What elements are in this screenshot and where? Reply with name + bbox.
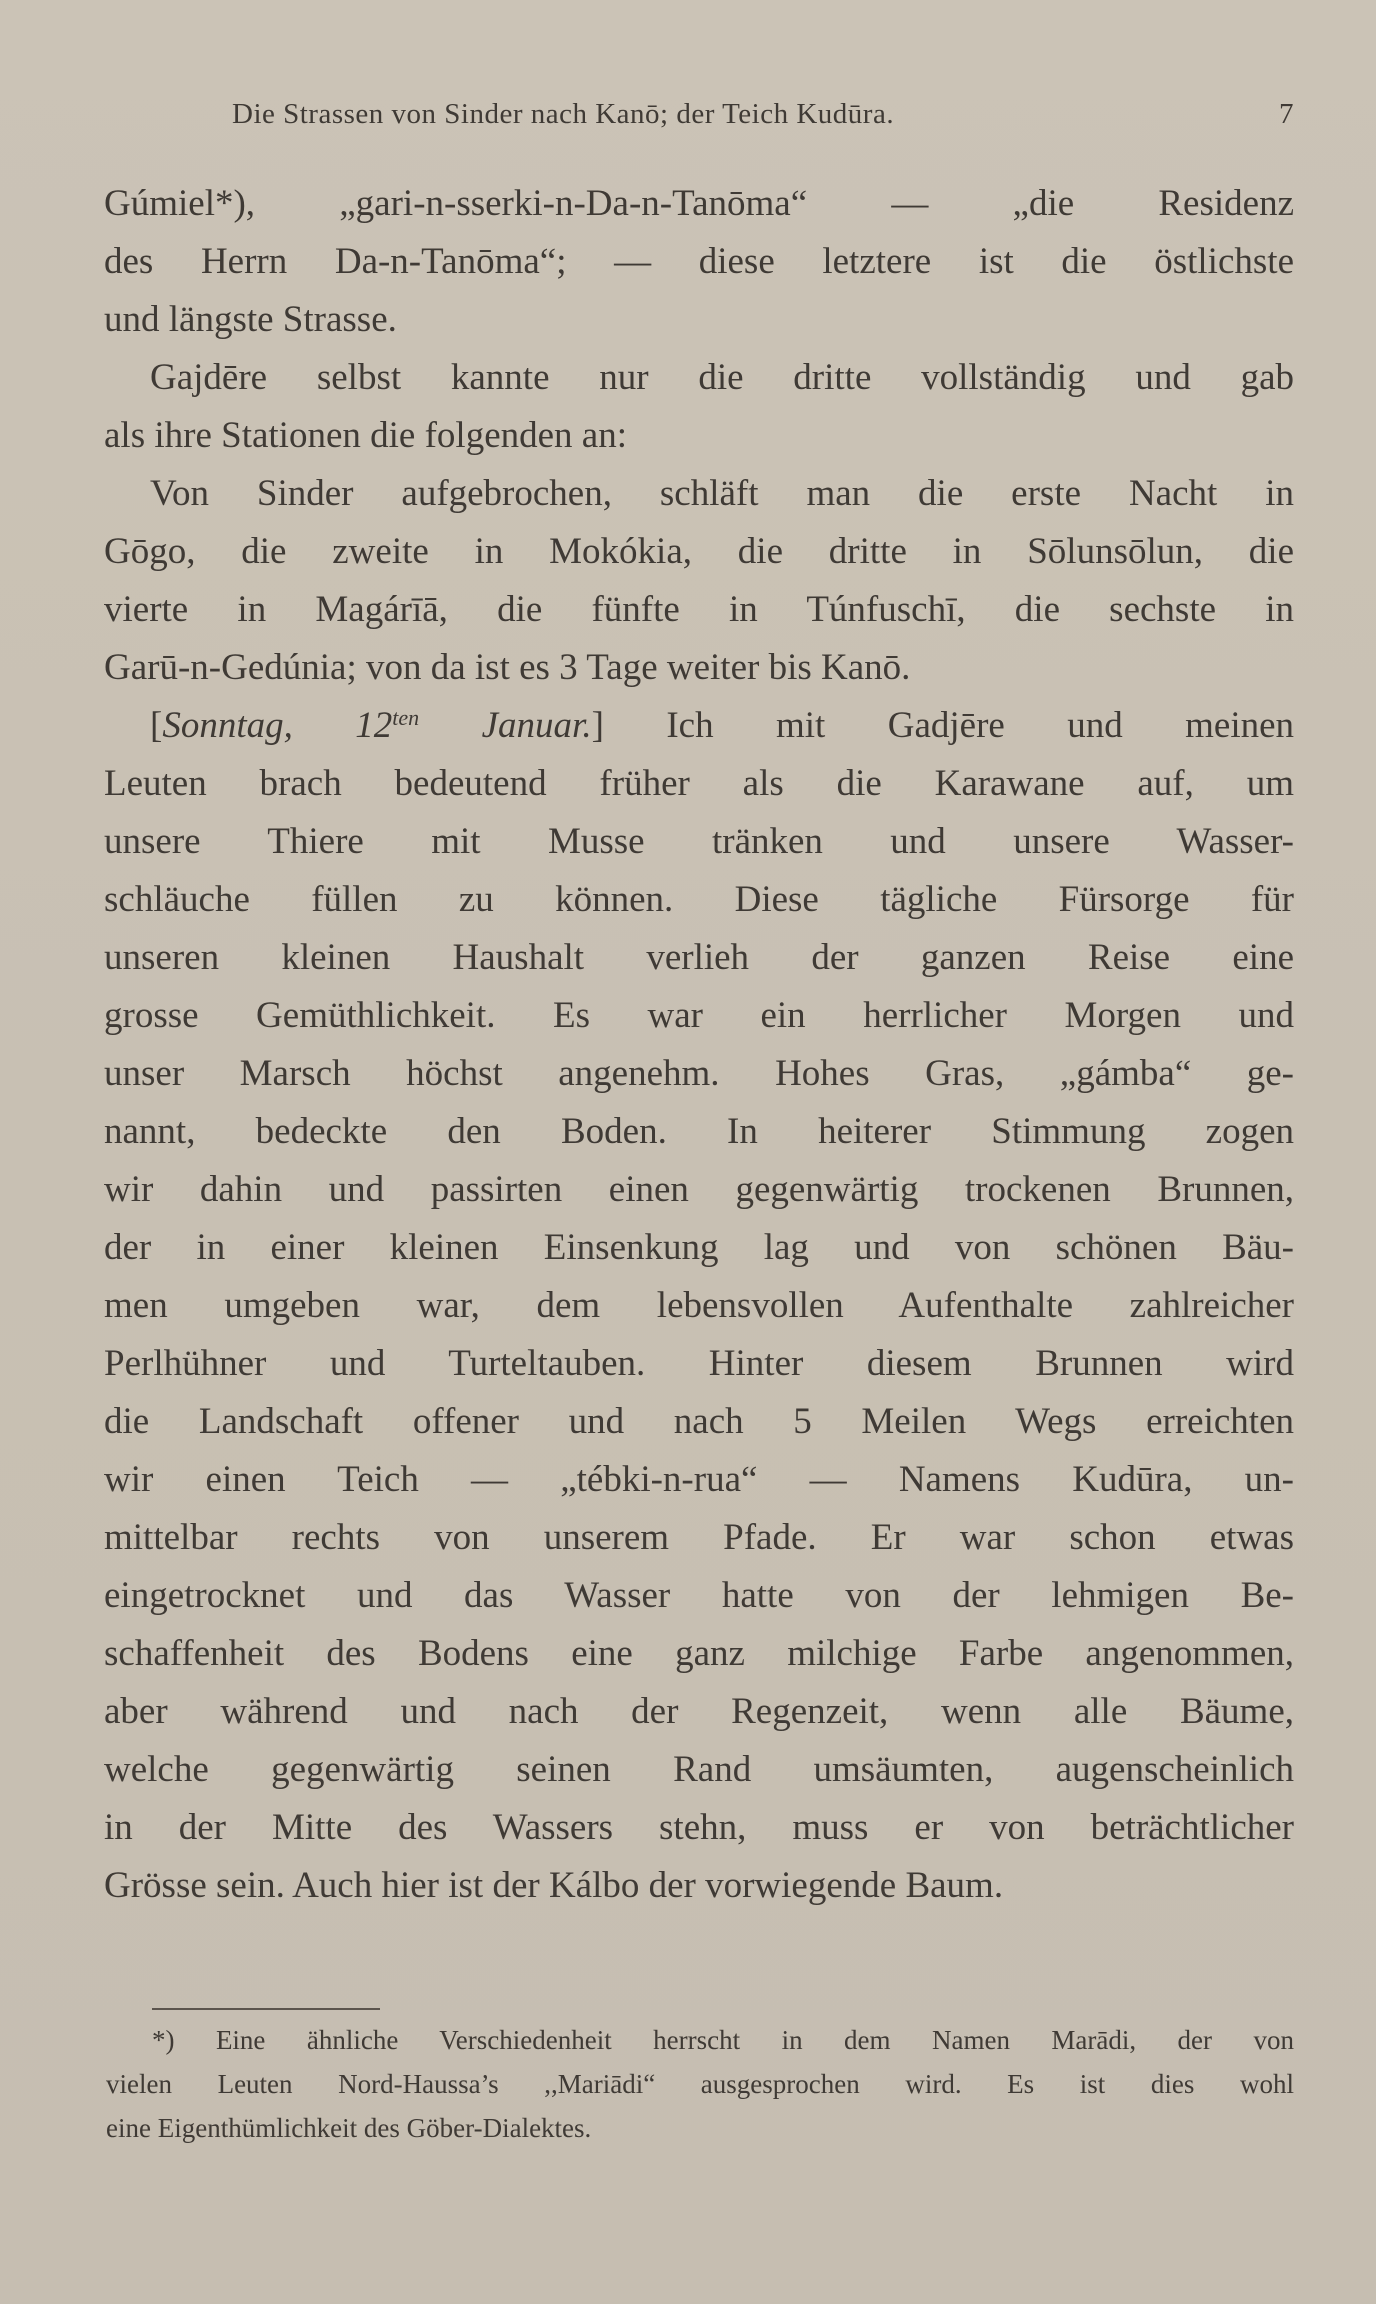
text-line: Gajdēre selbst kannte nur die dritte vollständig und gab	[150, 357, 1294, 398]
text-line: welche gegenwärtig seinen Rand umsäumten, augenscheinlich	[104, 1749, 1294, 1790]
text-line: in der Mitte des Wassers stehn, muss er von beträchtlicher	[104, 1807, 1294, 1848]
text-line: und längste Strasse.	[104, 299, 397, 340]
footnote-line: eine Eigenthümlichkeit des Göber-Dialektes.	[106, 2113, 592, 2143]
date-bracket-open: [	[150, 705, 163, 746]
text-line-date	[104, 697, 1294, 755]
text-line: unser Marsch höchst angenehm. Hohes Gras, „gámba“ ge-	[104, 1053, 1294, 1094]
running-head	[104, 98, 1294, 144]
text-line: wir dahin und passirten einen gegenwärtig trockenen Brunnen,	[104, 1169, 1294, 1210]
date-bracket-close: ]	[591, 705, 604, 746]
date-superscript: ten	[392, 705, 420, 730]
text-line: Von Sinder aufgebrochen, schläft man die erste Nacht in	[150, 473, 1294, 514]
text-line: unsere Thiere mit Musse tränken und unsere Wasser-	[104, 821, 1294, 862]
date-month: Januar.	[481, 705, 592, 746]
text-line: vierte in Magárīā, die fünfte in Túnfuschī, die sechste in	[104, 589, 1294, 630]
text-line: unseren kleinen Haushalt verlieh der ganzen Reise eine	[104, 937, 1294, 978]
text-line: Gúmiel*), „gari-n-sserki-n-Da-n-Tanōma“ — „die Residenz	[104, 183, 1294, 224]
text-line: die Landschaft offener und nach 5 Meilen Wegs erreichten	[104, 1401, 1294, 1442]
page-number: 7	[1279, 98, 1294, 130]
body-text	[104, 175, 1294, 1915]
text-line: als ihre Stationen die folgenden an:	[104, 415, 627, 456]
footnote-line: *) Eine ähnliche Verschiedenheit herrscht in dem Namen Marādi, der von	[152, 2025, 1294, 2055]
text-line: grosse Gemüthlichkeit. Es war ein herrlicher Morgen und	[104, 995, 1294, 1036]
footnote-divider	[152, 2008, 380, 2010]
text-line: nannt, bedeckte den Boden. In heiterer Stimmung zogen	[104, 1111, 1294, 1152]
text-line: schläuche füllen zu können. Diese tägliche Fürsorge für	[104, 879, 1294, 920]
date-day: Sonntag,	[162, 705, 293, 746]
text-line: eingetrocknet und das Wasser hatte von der lehmigen Be-	[104, 1575, 1294, 1616]
text-line-date-rest: Ich mit Gadjēre und meinen	[666, 705, 1294, 746]
footnote	[106, 2018, 1294, 2150]
running-head-title: Die Strassen von Sinder nach Kanō; der Teich Kudūra.	[232, 98, 895, 130]
text-line: Gōgo, die zweite in Mokókia, die dritte in Sōlunsōlun, die	[104, 531, 1294, 572]
text-line: aber während und nach der Regenzeit, wenn alle Bäume,	[104, 1691, 1294, 1732]
text-line: Grösse sein. Auch hier ist der Kálbo der vorwiegende Baum.	[104, 1865, 1004, 1906]
text-line: schaffenheit des Bodens eine ganz milchige Farbe angenommen,	[104, 1633, 1294, 1674]
text-line: men umgeben war, dem lebensvollen Aufenthalte zahlreicher	[104, 1285, 1294, 1326]
text-line: Leuten brach bedeutend früher als die Karawane auf, um	[104, 763, 1294, 804]
text-line: Garū-n-Gedúnia; von da ist es 3 Tage weiter bis Kanō.	[104, 647, 911, 688]
text-line: mittelbar rechts von unserem Pfade. Er war schon etwas	[104, 1517, 1294, 1558]
text-line: Perlhühner und Turteltauben. Hinter diesem Brunnen wird	[104, 1343, 1294, 1384]
footnote-line: vielen Leuten Nord-Haussa’s ,,Mariādi“ ausgesprochen wird. Es ist dies wohl	[106, 2069, 1294, 2099]
date-number: 12	[355, 705, 393, 746]
text-line: wir einen Teich — „tébki-n-rua“ — Namens Kudūra, un-	[104, 1459, 1294, 1500]
text-line: der in einer kleinen Einsenkung lag und von schönen Bäu-	[104, 1227, 1294, 1268]
text-line: des Herrn Da-n-Tanōma“; — diese letztere ist die östlichste	[104, 241, 1294, 282]
